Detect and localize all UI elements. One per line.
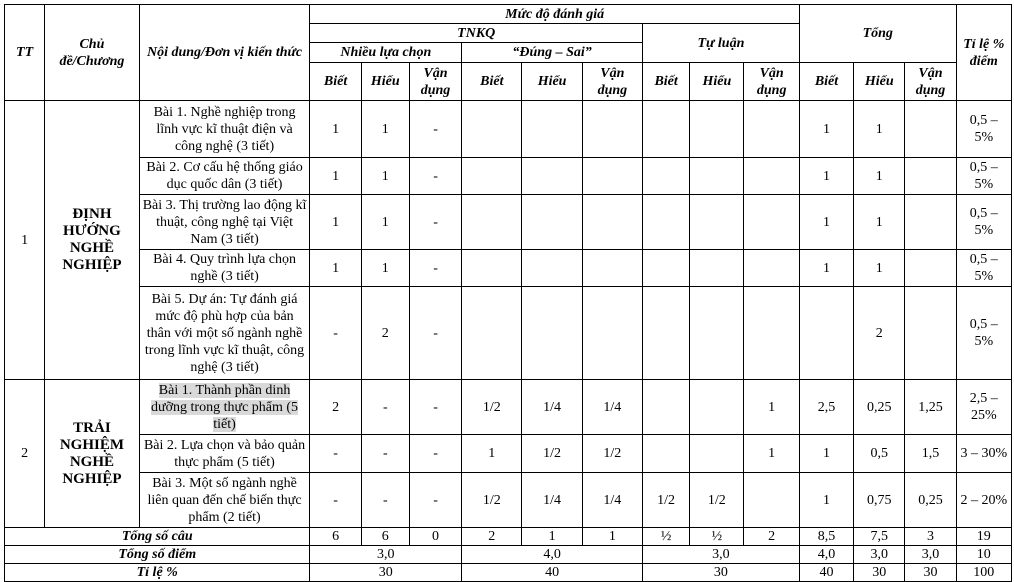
count-cell: - <box>409 158 461 195</box>
group-number: 1 <box>5 101 45 380</box>
header-total-vandung: Vận dụng <box>905 63 956 101</box>
header-content: Nội dung/Đơn vị kiến thức <box>139 5 310 101</box>
lesson-content-highlight: Bài 1. Thành phần dinh dưỡng trong thực phẩm (5 tiết) <box>151 382 299 432</box>
count-cell: - <box>310 435 361 473</box>
count-cell: 1/2 <box>643 473 690 528</box>
total-questions-cell: 6 <box>310 528 361 546</box>
lesson-content <box>139 380 310 435</box>
total-points-cell: 4,0 <box>462 546 643 564</box>
count-cell: - <box>409 287 461 380</box>
count-cell: 1 <box>799 158 853 195</box>
count-cell <box>522 158 582 195</box>
count-cell: 1 <box>854 250 905 287</box>
count-cell <box>744 101 799 158</box>
count-cell: 1 <box>310 101 361 158</box>
lesson-content: Bài 1. Nghề nghiệp trong lĩnh vực kĩ thuật điện và công nghệ (3 tiết) <box>139 101 310 158</box>
count-cell: - <box>361 380 409 435</box>
count-cell <box>643 435 690 473</box>
total-questions-cell: 7,5 <box>854 528 905 546</box>
lesson-content: Bài 2. Lựa chọn và bảo quản thực phẩm (5 tiết) <box>139 435 310 473</box>
total-questions-label: Tổng số câu <box>5 528 310 546</box>
count-cell <box>582 158 642 195</box>
count-cell <box>522 287 582 380</box>
total-questions-cell: 2 <box>462 528 522 546</box>
count-cell: 1 <box>361 158 409 195</box>
header-total-biet: Biết <box>799 63 853 101</box>
percent-label: Tỉ lệ % <box>5 564 310 582</box>
percent-cell: 30 <box>310 564 462 582</box>
ratio-cell: 0,5 – 5% <box>956 158 1011 195</box>
count-cell <box>690 158 744 195</box>
total-points-cell: 3,0 <box>643 546 800 564</box>
table-row <box>5 287 1012 380</box>
count-cell <box>905 250 956 287</box>
header-total: Tổng <box>799 5 956 63</box>
count-cell <box>690 195 744 250</box>
header-mcq-biet: Biết <box>310 63 361 101</box>
count-cell: 0,25 <box>905 473 956 528</box>
percent-cell: 40 <box>799 564 853 582</box>
count-cell <box>582 101 642 158</box>
header-mcq: Nhiều lựa chọn <box>310 43 462 63</box>
count-cell <box>744 473 799 528</box>
count-cell <box>905 158 956 195</box>
count-cell <box>744 195 799 250</box>
total-questions-cell: 1 <box>522 528 582 546</box>
count-cell: 1 <box>799 195 853 250</box>
count-cell <box>690 435 744 473</box>
header-tf-vandung: Vận dụng <box>582 63 642 101</box>
header-essay-vandung: Vận dụng <box>744 63 799 101</box>
count-cell: 1/4 <box>522 473 582 528</box>
count-cell: 1 <box>310 158 361 195</box>
count-cell: - <box>310 287 361 380</box>
count-cell <box>799 287 853 380</box>
header-assessment-level: Mức độ đánh giá <box>310 5 799 24</box>
count-cell: - <box>361 473 409 528</box>
assessment-matrix-table <box>4 4 1012 582</box>
total-questions-cell: 3 <box>905 528 956 546</box>
count-cell: - <box>409 250 461 287</box>
table-row <box>5 380 1012 435</box>
count-cell: 1 <box>854 158 905 195</box>
count-cell <box>462 158 522 195</box>
total-points-cell: 10 <box>956 546 1011 564</box>
total-questions-cell: 8,5 <box>799 528 853 546</box>
count-cell: 1 <box>361 195 409 250</box>
total-questions-cell: 2 <box>744 528 799 546</box>
count-cell: 2 <box>854 287 905 380</box>
count-cell: 2 <box>310 380 361 435</box>
header-essay-biet: Biết <box>643 63 690 101</box>
count-cell <box>643 250 690 287</box>
total-points-cell: 4,0 <box>799 546 853 564</box>
table-row <box>5 435 1012 473</box>
table-row <box>5 250 1012 287</box>
count-cell: 1 <box>799 101 853 158</box>
count-cell <box>462 250 522 287</box>
header-tnkq: TNKQ <box>310 24 643 43</box>
ratio-cell: 0,5 – 5% <box>956 101 1011 158</box>
count-cell: 1/2 <box>582 435 642 473</box>
header-essay: Tự luận <box>643 24 800 63</box>
total-questions-cell: 19 <box>956 528 1011 546</box>
count-cell <box>690 380 744 435</box>
count-cell: 1 <box>854 195 905 250</box>
lesson-content: Bài 2. Cơ cấu hệ thống giáo dục quốc dân (3 tiết) <box>139 158 310 195</box>
count-cell <box>582 287 642 380</box>
total-points-row <box>5 546 1012 564</box>
count-cell <box>462 287 522 380</box>
total-points-label: Tổng số điểm <box>5 546 310 564</box>
count-cell <box>643 195 690 250</box>
count-cell <box>744 287 799 380</box>
count-cell: 1,25 <box>905 380 956 435</box>
header-ratio: Tỉ lệ % điểm <box>956 5 1011 101</box>
count-cell: 1 <box>799 435 853 473</box>
count-cell: 1 <box>744 435 799 473</box>
header-mcq-vandung: Vận dụng <box>409 63 461 101</box>
total-questions-cell: ½ <box>643 528 690 546</box>
count-cell: 1 <box>310 195 361 250</box>
count-cell: 1 <box>744 380 799 435</box>
count-cell: - <box>361 435 409 473</box>
table-row <box>5 473 1012 528</box>
header-chapter: Chủ đề/Chương <box>45 5 139 101</box>
count-cell <box>690 250 744 287</box>
count-cell <box>744 158 799 195</box>
percent-cell: 30 <box>643 564 800 582</box>
table-row <box>5 101 1012 158</box>
count-cell: 1/4 <box>522 380 582 435</box>
count-cell: 0,25 <box>854 380 905 435</box>
table-row <box>5 195 1012 250</box>
count-cell <box>905 195 956 250</box>
count-cell: 1,5 <box>905 435 956 473</box>
count-cell: 1 <box>799 473 853 528</box>
count-cell: - <box>409 195 461 250</box>
total-questions-cell: 1 <box>582 528 642 546</box>
count-cell <box>905 287 956 380</box>
count-cell: 1/2 <box>462 380 522 435</box>
lesson-content: Bài 3. Thị trường lao động kĩ thuật, công nghệ tại Việt Nam (3 tiết) <box>139 195 310 250</box>
count-cell <box>643 158 690 195</box>
count-cell: - <box>409 473 461 528</box>
count-cell: 1/2 <box>690 473 744 528</box>
percent-cell: 100 <box>956 564 1011 582</box>
count-cell: - <box>409 435 461 473</box>
total-points-cell: 3,0 <box>905 546 956 564</box>
group-number: 2 <box>5 380 45 528</box>
count-cell: 1 <box>462 435 522 473</box>
count-cell <box>522 101 582 158</box>
lesson-content: Bài 5. Dự án: Tự đánh giá mức độ phù hợp của bản thân với một số ngành nghề trong lĩnh vực kĩ thuật, công nghệ (3 tiết) <box>139 287 310 380</box>
total-points-cell: 3,0 <box>854 546 905 564</box>
count-cell: 0,5 <box>854 435 905 473</box>
count-cell <box>582 250 642 287</box>
count-cell: 1/2 <box>522 435 582 473</box>
ratio-cell: 2,5 – 25% <box>956 380 1011 435</box>
count-cell <box>522 250 582 287</box>
count-cell <box>462 101 522 158</box>
ratio-cell: 0,5 – 5% <box>956 250 1011 287</box>
total-questions-row <box>5 528 1012 546</box>
count-cell: 1 <box>361 250 409 287</box>
percent-cell: 30 <box>905 564 956 582</box>
chapter-name: ĐỊNH HƯỚNG NGHỀ NGHIỆP <box>45 101 139 380</box>
count-cell <box>462 195 522 250</box>
ratio-cell: 3 – 30% <box>956 435 1011 473</box>
count-cell: 2,5 <box>799 380 853 435</box>
header-truefalse: “Đúng – Sai” <box>462 43 643 63</box>
matrix-body <box>5 101 1012 528</box>
header-essay-hieu: Hiểu <box>690 63 744 101</box>
ratio-cell: 2 – 20% <box>956 473 1011 528</box>
percent-cell: 40 <box>462 564 643 582</box>
count-cell: 1 <box>361 101 409 158</box>
header-tf-hieu: Hiểu <box>522 63 582 101</box>
total-questions-cell: 0 <box>409 528 461 546</box>
count-cell: 1/2 <box>462 473 522 528</box>
lesson-content: Bài 4. Quy trình lựa chọn nghề (3 tiết) <box>139 250 310 287</box>
table-row <box>5 158 1012 195</box>
chapter-name: TRẢI NGHIỆM NGHỀ NGHIỆP <box>45 380 139 528</box>
count-cell: - <box>409 380 461 435</box>
count-cell <box>643 380 690 435</box>
count-cell: 1 <box>799 250 853 287</box>
ratio-cell: 0,5 – 5% <box>956 195 1011 250</box>
lesson-content: Bài 3. Một số ngành nghề liên quan đến chế biến thực phẩm (2 tiết) <box>139 473 310 528</box>
header-total-hieu: Hiểu <box>854 63 905 101</box>
count-cell: 0,75 <box>854 473 905 528</box>
header-tt: TT <box>5 5 45 101</box>
count-cell: 2 <box>361 287 409 380</box>
count-cell: 1 <box>310 250 361 287</box>
header-tf-biet: Biết <box>462 63 522 101</box>
count-cell: - <box>409 101 461 158</box>
count-cell <box>690 287 744 380</box>
count-cell: 1/4 <box>582 473 642 528</box>
count-cell: 1 <box>854 101 905 158</box>
count-cell <box>582 195 642 250</box>
count-cell <box>690 101 744 158</box>
count-cell <box>905 101 956 158</box>
count-cell <box>643 287 690 380</box>
count-cell <box>522 195 582 250</box>
count-cell: 1/4 <box>582 380 642 435</box>
header-mcq-hieu: Hiểu <box>361 63 409 101</box>
count-cell <box>643 101 690 158</box>
count-cell <box>744 250 799 287</box>
total-questions-cell: 6 <box>361 528 409 546</box>
total-questions-cell: ½ <box>690 528 744 546</box>
total-points-cell: 3,0 <box>310 546 462 564</box>
ratio-cell: 0,5 – 5% <box>956 287 1011 380</box>
count-cell: - <box>310 473 361 528</box>
percent-cell: 30 <box>854 564 905 582</box>
